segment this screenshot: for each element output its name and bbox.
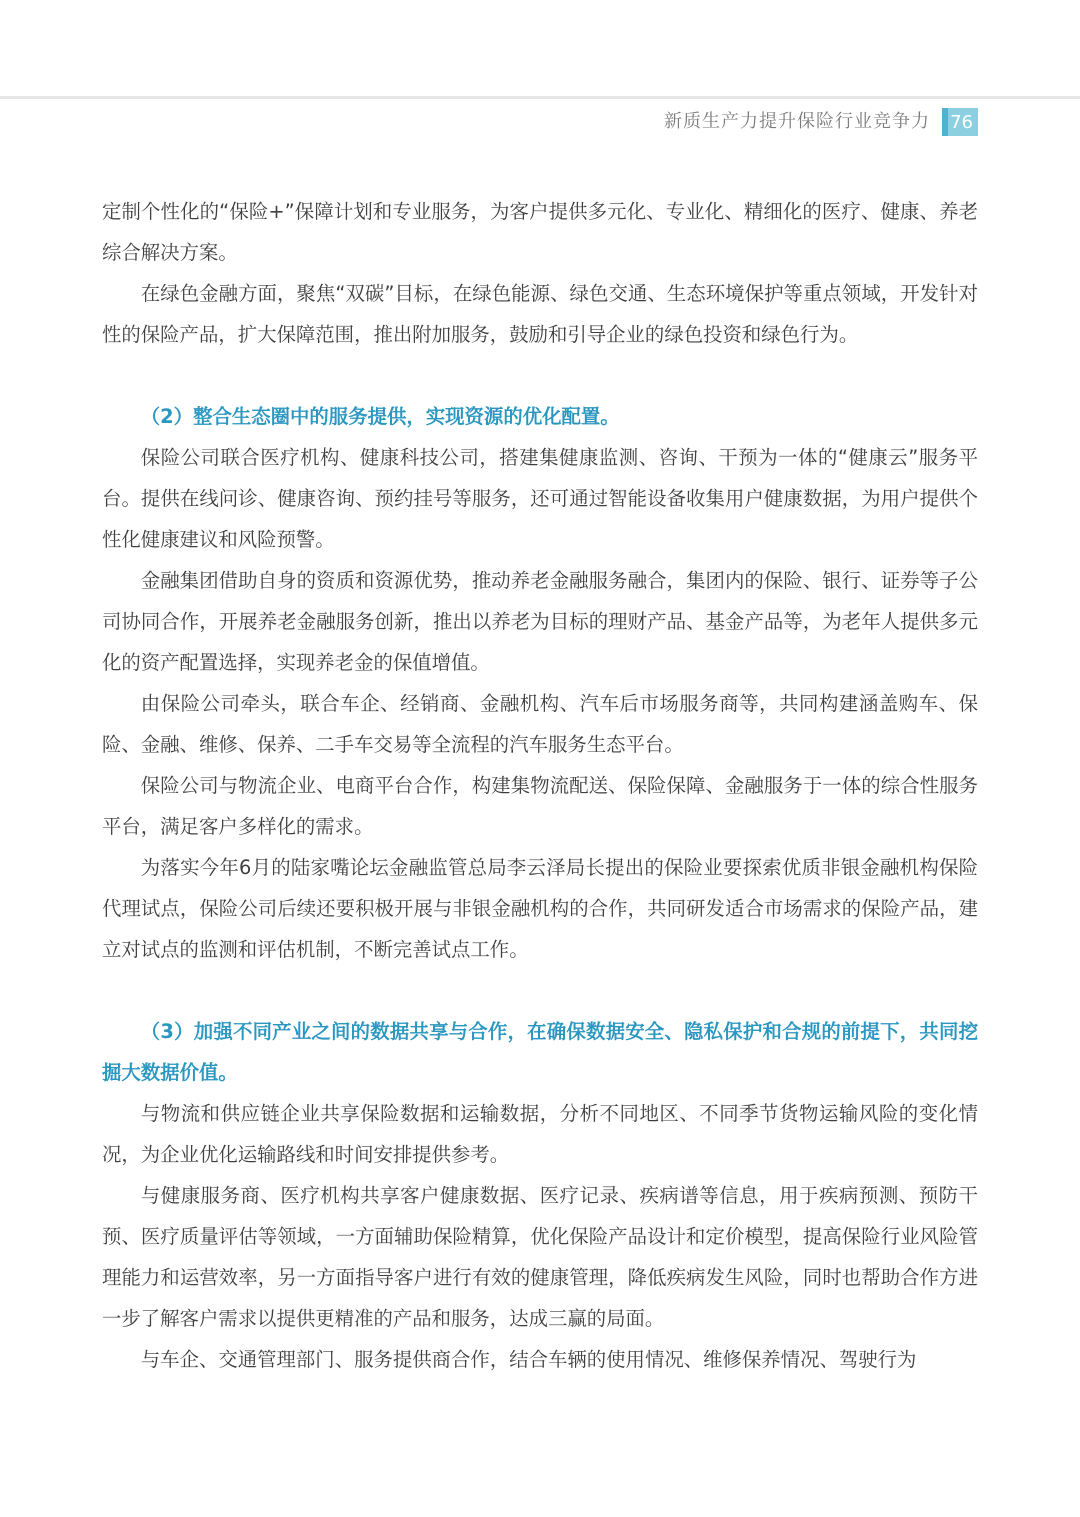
- paragraph: 由保险公司牵头，联合车企、经销商、金融机构、汽车后市场服务商等，共同构建涵盖购车、保险、金融、维修、保养、二手车交易等全流程的汽车服务生态平台。: [102, 692, 978, 756]
- paragraph: 保险公司联合医疗机构、健康科技公司，搭建集健康监测、咨询、干预为一体的“健康云”服务平台。提供在线问诊、健康咨询、预约挂号等服务，还可通过智能设备收集用户健康数据，为用户提供个性化健康建议和风险预警。: [102, 446, 978, 551]
- paragraph: 保险公司与物流企业、电商平台合作，构建集物流配送、保险保障、金融服务于一体的综合性服务平台，满足客户多样化的需求。: [102, 774, 978, 838]
- paragraph: 与物流和供应链企业共享保险数据和运输数据，分析不同地区、不同季节货物运输风险的变化情况，为企业优化运输路线和时间安排提供参考。: [102, 1102, 978, 1166]
- page-number-badge: [942, 108, 978, 136]
- paragraph: 为落实今年6月的陆家嘴论坛金融监管总局李云泽局长提出的保险业要探索优质非银金融机构保险代理试点，保险公司后续还要积极开展与非银金融机构的合作，共同研发适合市场需求的保险产品，建立对试点的监测和评估机制，不断完善试点工作。: [102, 856, 978, 961]
- section-heading: （3）加强不同产业之间的数据共享与合作，在确保数据安全、隐私保护和合规的前提下，共同挖掘大数据价值。: [102, 1020, 978, 1084]
- page-header: [664, 108, 978, 136]
- page-number: 76: [950, 111, 973, 133]
- paragraph: 与车企、交通管理部门、服务提供商合作，结合车辆的使用情况、维修保养情况、驾驶行为: [140, 1348, 917, 1371]
- paragraph: 定制个性化的“保险+”保障计划和专业服务，为客户提供多元化、专业化、精细化的医疗、健康、养老综合解决方案。: [102, 200, 978, 264]
- running-title: 新质生产力提升保险行业竞争力: [664, 111, 930, 132]
- paragraph: 在绿色金融方面，聚焦“双碳”目标，在绿色能源、绿色交通、生态环境保护等重点领域，开发针对性的保险产品，扩大保障范围，推出附加服务，鼓励和引导企业的绿色投资和绿色行为。: [102, 282, 978, 346]
- section-heading: （2）整合生态圈中的服务提供，实现资源的优化配置。: [140, 405, 620, 428]
- paragraph: 与健康服务商、医疗机构共享客户健康数据、医疗记录、疾病谱等信息，用于疾病预测、预防干预、医疗质量评估等领域，一方面辅助保险精算，优化保险产品设计和定价模型，提高保险行业风险管理能力和运营效率，另一方面指导客户进行有效的健康管理，降低疾病发生风险，同时也帮助合作方进一步了解客户需求以提供更精准的产品和服务，达成三赢的局面。: [102, 1184, 978, 1330]
- header-divider: [0, 96, 1080, 99]
- paragraph: 金融集团借助自身的资质和资源优势，推动养老金融服务融合，集团内的保险、银行、证券等子公司协同合作，开展养老金融服务创新，推出以养老为目标的理财产品、基金产品等，为老年人提供多元化的资产配置选择，实现养老金的保值增值。: [102, 569, 978, 674]
- article-body: [102, 191, 978, 1380]
